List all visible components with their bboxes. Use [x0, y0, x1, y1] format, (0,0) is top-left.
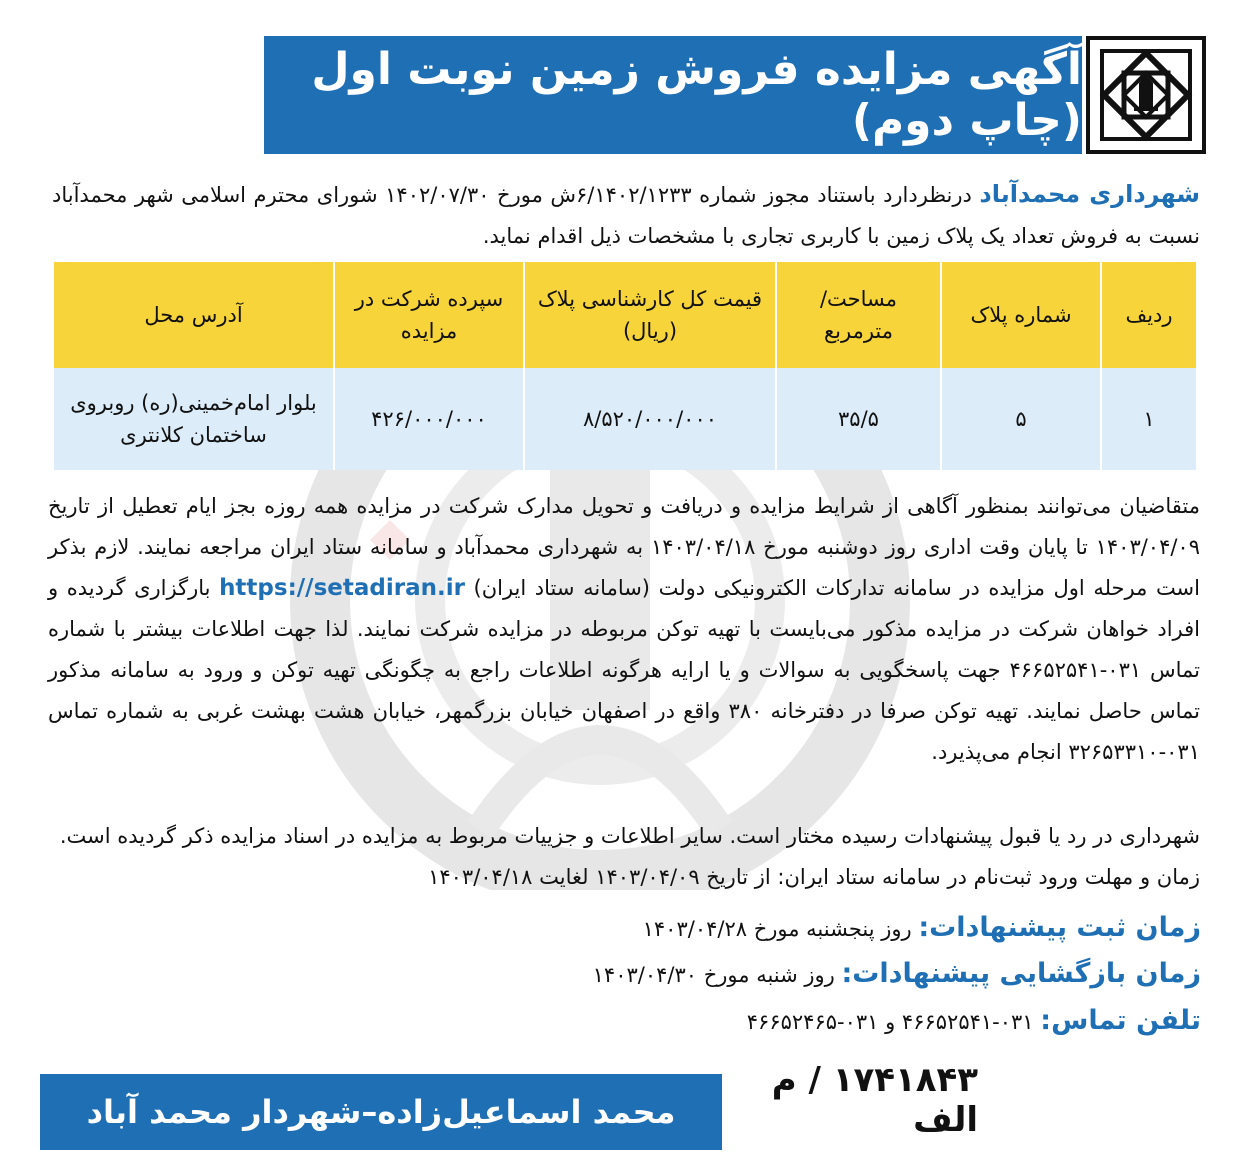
terms-line-1: شهرداری در رد یا قبول پیشنهادات رسیده مختار است. سایر اطلاعات و جزییات مربوط به مزایده در اسناد مزایده ذکر گردیده است. [59, 824, 1200, 848]
terms-paragraph [48, 816, 1200, 898]
municipality-logo [1086, 36, 1206, 154]
cell-price: ۸/۵۲۰/۰۰۰/۰۰۰ [524, 368, 776, 470]
signature-banner [40, 1074, 722, 1150]
contact-phone [747, 1005, 1201, 1036]
conditions-paragraph [48, 486, 1200, 773]
opening-time-label: زمان بازگشایی پیشنهادات: [841, 958, 1201, 989]
table-header-row [54, 262, 1196, 368]
cell-row-number: ۱ [1101, 368, 1196, 470]
contact-phone-label: تلفن تماس: [1040, 1005, 1201, 1036]
auction-table [54, 262, 1196, 470]
cell-address: بلوار امام‌خمینی(ره) روبروی ساختمان کلانتری [54, 368, 334, 470]
opening-time-value: روز شنبه مورخ ۱۴۰۳/۰۴/۳۰ [592, 963, 842, 987]
intro-text: درنظردارد باستناد مجوز شماره ۶/۱۴۰۲/۱۲۳۳ش مورخ ۱۴۰۲/۰۷/۳۰ شورای محترم اسلامی شهر محمدآباد نسبت به فروش تعداد یک پلاک زمین با کاربری تجاری با مشخصات ذیل اقدام نماید. [52, 183, 1200, 248]
cell-deposit: ۴۲۶/۰۰۰/۰۰۰ [334, 368, 524, 470]
setadiran-link[interactable]: https://setadiran.ir [219, 575, 465, 601]
submission-time [643, 912, 1201, 943]
page-title: آگهی مزایده فروش زمین نوبت اول (چاپ دوم) [311, 44, 1082, 146]
cell-plot-number: ۵ [941, 368, 1101, 470]
mayor-signature: محمد اسماعیل‌زاده–شهردار محمد آباد [86, 1093, 676, 1131]
column-header-price: قیمت کل کارشناسی پلاک (ریال) [524, 262, 776, 368]
intro-paragraph [52, 174, 1200, 257]
terms-line-2: زمان و مهلت ورود ثبت‌نام در سامانه ستاد ایران: از تاریخ ۱۴۰۳/۰۴/۰۹ لغایت ۱۴۰۳/۰۴/۱۸ [428, 865, 1200, 889]
reference-number: ۱۷۴۱۸۴۳ / م الف [771, 1060, 978, 1140]
cell-area: ۳۵/۵ [776, 368, 941, 470]
column-header-area: مساحت/ مترمربع [776, 262, 941, 368]
municipality-emblem-icon [1098, 47, 1194, 143]
submission-time-value: روز پنجشنبه مورخ ۱۴۰۳/۰۴/۲۸ [642, 917, 919, 941]
table-row [54, 368, 1196, 470]
column-header-row-number: ردیف [1101, 262, 1196, 368]
contact-phone-value: ۰۳۱-۴۶۶۵۲۵۴۱ و ۰۳۱-۴۶۶۵۲۴۶۵ [746, 1010, 1041, 1034]
column-header-address: آدرس محل [54, 262, 334, 368]
organization-name: شهرداری محمدآباد [979, 180, 1201, 208]
conditions-text-part1: متقاضیان می‌توانند بمنظور آگاهی از شرایط مزایده و دریافت و تحویل مدارک شرکت در مزایده همه روزه بجز ایام تعطیل از تاریخ ۱۴۰۳/۰۴/۰۹ تا پایان وقت اداری روز دوشنبه مورخ ۱۴۰۳/۰۴/۱۸ به شهرداری محمدآباد و سامانه ستاد ایران مراجعه نمایند. لازم بذکر است مرحله اول مزایده در سامانه تدارکات الکترونیکی دولت (سامانه ستاد ایران) [48, 494, 1200, 600]
conditions-text-part2: بارگزاری گردیده و افراد خواهان شرکت در مزایده مذکور می‌بایست با تهیه توکن مربوطه در مزایده شرکت نمایند. لذا جهت اطلاعات بیشتر با شماره تماس ۰۳۱-۴۶۶۵۲۵۴۱ جهت پاسخگویی به سوالات و یا ارایه هرگونه اطلاعات راجع به چگونگی تهیه توکن و ورود به سامانه مذکور تماس حاصل نمایند. تهیه توکن صرفا در دفترخانه ۳۸۰ واقع در اصفهان خیابان بزرگمهر، خیابان هشت بهشت غربی به شماره تماس ۰۳۱-۳۲۶۵۳۳۱۰ انجام می‌پذیرد. [48, 576, 1200, 764]
column-header-plot-number: شماره پلاک [941, 262, 1101, 368]
opening-time [593, 958, 1201, 989]
title-banner [264, 36, 1082, 154]
submission-time-label: زمان ثبت پیشنهادات: [918, 912, 1201, 943]
column-header-deposit: سپرده شرکت در مزایده [334, 262, 524, 368]
